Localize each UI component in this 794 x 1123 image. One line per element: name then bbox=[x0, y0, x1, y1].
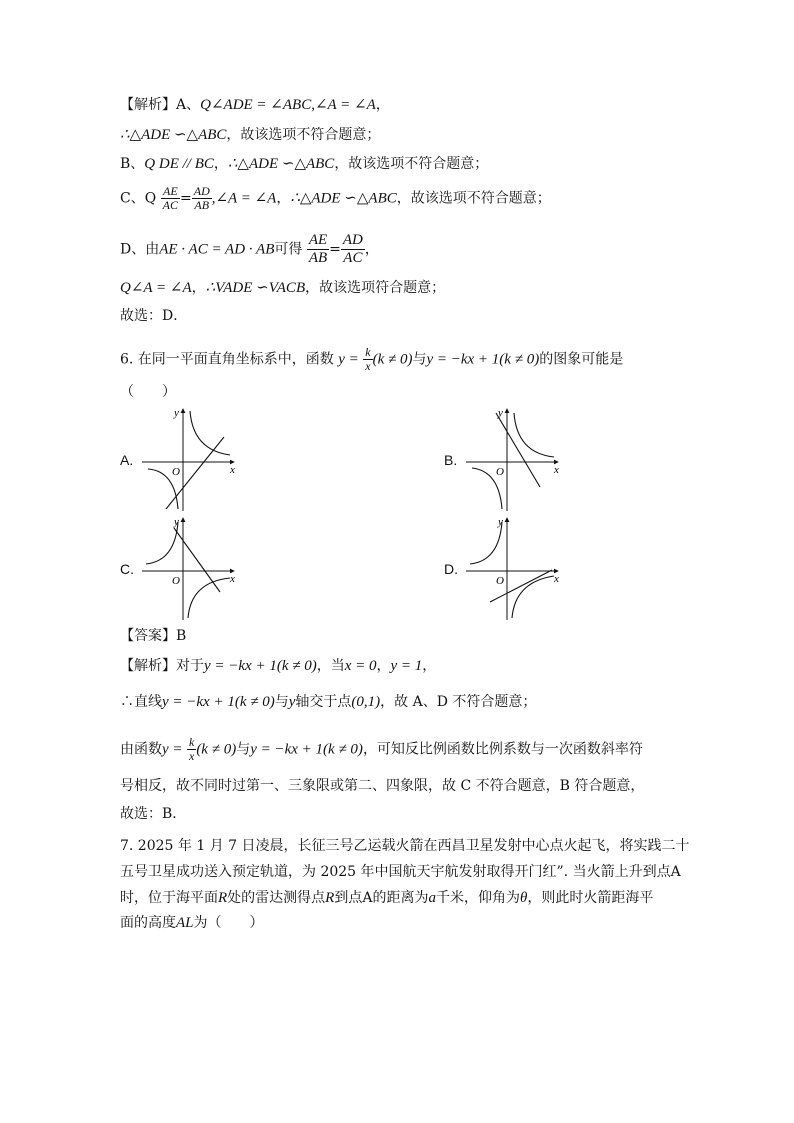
analysis-label: 【解析】对于 bbox=[120, 658, 204, 674]
numerator: AE bbox=[308, 232, 328, 248]
fraction bbox=[187, 736, 196, 763]
math-expression: ∴VADE ∽VACB bbox=[205, 280, 306, 296]
math-expression: y = bbox=[338, 351, 359, 368]
text: ，故该选项不符合题意； bbox=[226, 127, 381, 143]
math-expression: y = −kx + 1(k ≠ 0) bbox=[250, 741, 363, 758]
x-axis-label: x bbox=[230, 464, 235, 476]
origin-label: O bbox=[496, 466, 504, 478]
text: 6. 在同一平面直角坐标系中，函数 bbox=[120, 351, 334, 368]
denominator: AB bbox=[194, 198, 210, 212]
q7-line3 bbox=[120, 888, 653, 908]
origin-label: O bbox=[172, 575, 180, 587]
answer6-line4: 号相反，故不同时过第一、三象限或第二、四象限，故 C 不符合题意，B 符合题意， bbox=[120, 778, 645, 794]
text: ，故 A、D 不符合题意； bbox=[380, 694, 537, 710]
text: 与 bbox=[412, 351, 427, 368]
punct: ， bbox=[376, 658, 391, 674]
answer6-line1 bbox=[120, 656, 436, 676]
denominator: x bbox=[188, 749, 195, 763]
punct: ， bbox=[191, 280, 206, 296]
math-expression: y = bbox=[162, 741, 183, 758]
analysis5-line1 bbox=[120, 95, 390, 115]
fraction bbox=[307, 232, 329, 267]
q6-stem bbox=[120, 346, 623, 373]
text: ，故该选项不符合题意； bbox=[334, 156, 489, 172]
origin-label: O bbox=[172, 466, 180, 478]
punct: ， bbox=[364, 241, 379, 258]
math-expression: (0,1) bbox=[351, 694, 381, 710]
analysis5-line7: 故选：D． bbox=[120, 308, 188, 324]
math-expression: ∴△ADE ∽△ABC bbox=[290, 190, 397, 207]
fraction bbox=[192, 185, 212, 212]
text: 到点A的距离为 bbox=[334, 890, 429, 906]
q7-line2: 五号卫星成功送入预定轨道，为 2025 年中国航天宇航发射取得开门红”. 当火箭上升到点A bbox=[120, 864, 681, 880]
text: D、由 bbox=[120, 241, 160, 258]
q6-answer-paren: （ ） bbox=[120, 384, 176, 400]
hyperbola-branch bbox=[190, 411, 230, 455]
text: ∴直线 bbox=[120, 694, 162, 710]
text: 处的雷达测得点 bbox=[227, 890, 326, 906]
math-expression: ∴△ADE ∽△ABC bbox=[120, 127, 227, 143]
hyperbola-branch bbox=[470, 522, 502, 564]
denominator: AC bbox=[162, 198, 178, 212]
q7-line1: 7. 2025 年 1 月 7 日凌晨，长征三号乙运载火箭在西昌卫星发射中心点火起飞，将实践二十 bbox=[120, 838, 690, 854]
graph-option-d bbox=[462, 514, 572, 622]
math-expression: x = 0 bbox=[344, 658, 377, 674]
text: 千米，仰角为 bbox=[435, 890, 520, 906]
fraction bbox=[341, 232, 365, 267]
y-axis-label: y bbox=[498, 516, 503, 528]
graph-option-b bbox=[462, 405, 572, 513]
numerator: AD bbox=[193, 184, 210, 198]
y-axis-label: y bbox=[174, 516, 179, 528]
equals-sign: = bbox=[329, 241, 341, 258]
punct: ， bbox=[276, 190, 291, 207]
denominator: AC bbox=[343, 250, 363, 266]
answer6-line3 bbox=[120, 736, 643, 763]
math-expression: AE · AC = AD · AB bbox=[159, 241, 275, 258]
punct: ， bbox=[422, 658, 437, 674]
math-expression: ∴△ADE ∽△ABC bbox=[227, 156, 335, 172]
math-expression: y = 1 bbox=[390, 658, 423, 674]
math-expression: y = −kx + 1(k ≠ 0) bbox=[426, 351, 540, 368]
denominator: AB bbox=[308, 250, 328, 266]
math-expression: Q DE // BC bbox=[144, 156, 214, 172]
math-expression: ,∠A = ∠A bbox=[211, 190, 277, 207]
y-axis-label: y bbox=[174, 407, 179, 419]
text: C、Q bbox=[120, 190, 157, 207]
math-expression: y bbox=[288, 694, 296, 710]
analysis-label: 【解析】A、 bbox=[120, 97, 201, 113]
hyperbola-branch bbox=[512, 576, 554, 618]
text: B、 bbox=[120, 156, 145, 172]
analysis5-line5 bbox=[120, 232, 379, 267]
hyperbola-branch bbox=[146, 522, 178, 564]
math-variable: θ bbox=[519, 890, 528, 906]
numerator: AE bbox=[161, 185, 180, 199]
math-variable: a bbox=[428, 890, 436, 906]
text: ，可知反比例函数比例系数与一次函数斜率符 bbox=[362, 741, 643, 758]
math-variable: R bbox=[218, 890, 228, 906]
text: 时，位于海平面 bbox=[120, 890, 218, 906]
graph-option-c bbox=[138, 514, 248, 622]
q7-line4 bbox=[120, 913, 264, 933]
hyperbola-branch bbox=[188, 578, 230, 618]
text: 的图象可能是 bbox=[539, 351, 624, 368]
numerator: k bbox=[365, 345, 371, 359]
text: ，当 bbox=[316, 658, 345, 674]
math-variable: R bbox=[325, 890, 335, 906]
text: ，故该选项不符合题意； bbox=[396, 190, 551, 207]
x-axis-label: x bbox=[554, 573, 559, 585]
text: 与 bbox=[274, 694, 289, 710]
denominator: x bbox=[365, 359, 371, 373]
text: 为（ ） bbox=[193, 915, 264, 931]
answer6-line5: 故选：B． bbox=[120, 806, 187, 822]
analysis5-line3 bbox=[120, 154, 488, 174]
punct: ， bbox=[375, 97, 390, 113]
text: 面的高度 bbox=[120, 915, 176, 931]
math-expression: Q∠A = ∠A bbox=[120, 280, 192, 296]
analysis5-line2 bbox=[120, 125, 380, 145]
answer6-line2 bbox=[120, 692, 536, 712]
answer-label: 【答案】B bbox=[120, 628, 187, 644]
text: ，则此时火箭距海平 bbox=[527, 890, 654, 906]
text: 轴交于点 bbox=[295, 694, 352, 710]
math-expression: y = −kx + 1(k ≠ 0) bbox=[162, 694, 275, 710]
text: 与 bbox=[236, 741, 251, 758]
option-c-label: C. bbox=[120, 561, 134, 577]
graph-option-a bbox=[138, 405, 248, 513]
text: 由函数 bbox=[120, 741, 162, 758]
analysis5-line4 bbox=[120, 185, 551, 212]
linear-function-line bbox=[174, 528, 220, 592]
option-d-label: D. bbox=[444, 561, 458, 577]
math-expression: y = −kx + 1(k ≠ 0) bbox=[204, 658, 317, 674]
y-axis-label: y bbox=[498, 407, 503, 419]
math-expression: Q∠ADE = ∠ABC,∠A = ∠A bbox=[200, 97, 376, 113]
numerator: AD bbox=[342, 232, 363, 248]
option-a-label: A. bbox=[120, 452, 134, 468]
math-variable: AL bbox=[176, 915, 194, 931]
hyperbola-branch bbox=[514, 413, 554, 457]
analysis5-line6 bbox=[120, 278, 445, 298]
text: ，故该选项符合题意； bbox=[305, 280, 446, 296]
x-axis-label: x bbox=[554, 464, 559, 476]
fraction bbox=[161, 185, 180, 212]
fraction bbox=[363, 346, 372, 373]
math-expression: (k ≠ 0) bbox=[196, 741, 237, 758]
option-b-label: B. bbox=[444, 452, 458, 468]
text: 可得 bbox=[274, 241, 303, 258]
x-axis-label: x bbox=[230, 573, 235, 585]
equals-sign: = bbox=[180, 190, 192, 207]
origin-label: O bbox=[496, 575, 504, 587]
numerator: k bbox=[188, 735, 195, 749]
punct: ， bbox=[213, 156, 228, 172]
math-expression: (k ≠ 0) bbox=[372, 351, 413, 368]
